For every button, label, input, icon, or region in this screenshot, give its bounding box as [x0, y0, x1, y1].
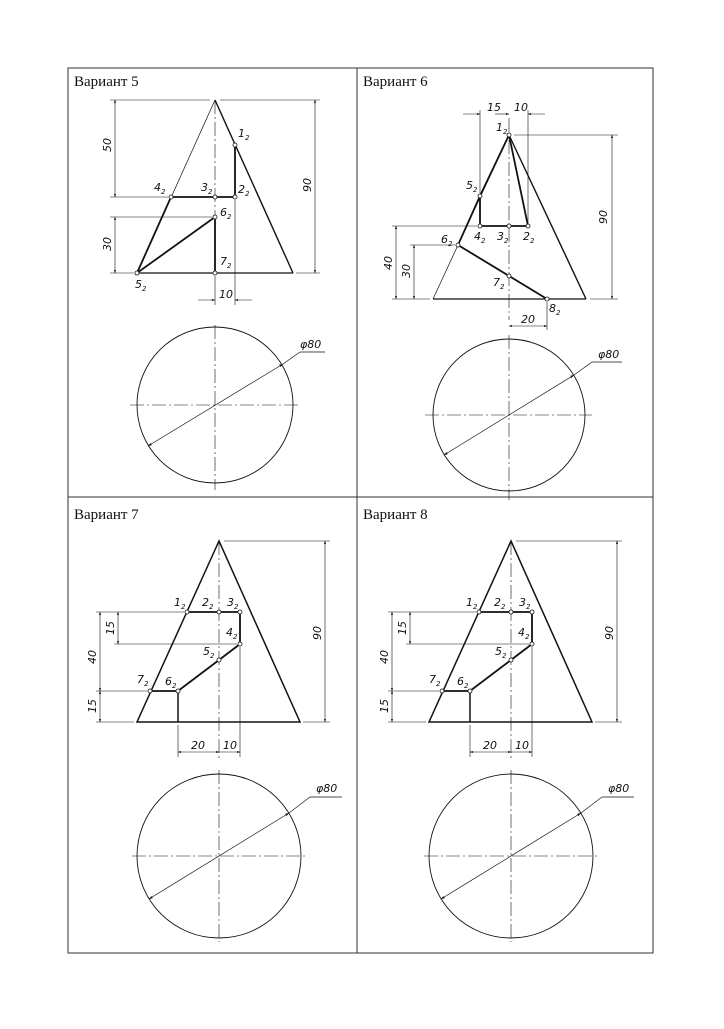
v6-dim-30: 30 [400, 264, 413, 278]
v8-dim-40: 40 [378, 650, 391, 664]
v8-dim-15-bottom: 15 [378, 699, 391, 713]
v8-label-3: $3_2$ [519, 596, 531, 611]
v7-label-7: $7_2$ [137, 673, 149, 688]
v8-dim-10: 10 [515, 739, 529, 752]
v8-plan [424, 770, 634, 942]
v8-label-4: $4_2$ [518, 626, 530, 641]
v8-dimensions [388, 541, 622, 757]
v7-label-5: $5_2$ [203, 645, 215, 660]
v5-label-4: $4_2$ [154, 181, 166, 196]
v7-diameter: φ80 [316, 782, 338, 795]
variant-5 [74, 74, 325, 490]
variant-5-title: Вариант 5 [74, 74, 139, 90]
v7-dim-15-bottom: 15 [86, 699, 99, 713]
v7-label-2: $2_2$ [202, 596, 214, 611]
v6-label-4: $4_2$ [474, 230, 486, 245]
v7-label-1: $1_2$ [174, 596, 186, 611]
v7-label-4: $4_2$ [226, 626, 238, 641]
variant-7-title: Вариант 7 [74, 507, 139, 523]
v5-dim-50: 50 [101, 138, 114, 152]
v5-label-2: $2_2$ [238, 183, 250, 198]
v6-label-8: $8_2$ [549, 302, 561, 317]
v6-label-2: $2_2$ [523, 230, 535, 245]
frame-border [68, 68, 653, 953]
variant-6-title: Вариант 6 [363, 74, 428, 90]
sheet-frame [68, 68, 653, 953]
v5-plan [130, 325, 325, 490]
variant-6 [363, 74, 622, 500]
v8-label-5: $5_2$ [495, 645, 507, 660]
v7-plan [132, 770, 342, 942]
v8-label-2: $2_2$ [494, 596, 506, 611]
v6-dim-10: 10 [514, 101, 528, 114]
v7-dim-15-top: 15 [104, 621, 117, 635]
v5-dim-90: 90 [301, 178, 314, 192]
v8-label-7: $7_2$ [429, 673, 441, 688]
v6-label-5: $5_2$ [466, 179, 478, 194]
v8-label-1: $1_2$ [466, 596, 478, 611]
v5-label-3: $3_2$ [201, 181, 213, 196]
v5-point-labels [135, 127, 250, 293]
v6-dim-90: 90 [597, 210, 610, 224]
v7-cone [137, 541, 300, 760]
v8-points [440, 610, 534, 693]
v7-label-6: $6_2$ [165, 675, 177, 690]
v8-dim-15-top: 15 [396, 621, 409, 635]
v5-label-6: $6_2$ [220, 206, 232, 221]
v6-dim-40: 40 [382, 256, 395, 270]
v8-label-6: $6_2$ [457, 675, 469, 690]
v8-dim-90: 90 [603, 626, 616, 640]
v5-dim-10: 10 [219, 288, 233, 301]
v6-label-6: $6_2$ [441, 233, 453, 248]
v8-dim-20: 20 [483, 739, 497, 752]
variant-7 [74, 507, 342, 942]
v6-dim-15: 15 [487, 101, 501, 114]
v7-dimensions [96, 541, 330, 757]
v5-dim-30: 30 [101, 237, 114, 251]
v5-diameter: φ80 [300, 338, 322, 351]
v5-label-1: $1_2$ [238, 127, 250, 142]
v5-label-7: $7_2$ [220, 255, 232, 270]
v7-dim-10: 10 [223, 739, 237, 752]
v5-label-5: $5_2$ [135, 278, 147, 293]
v7-points [148, 610, 242, 693]
v6-plan [425, 335, 622, 500]
v6-diameter: φ80 [598, 348, 620, 361]
v6-cone [433, 118, 586, 320]
variant-8-title: Вариант 8 [363, 507, 428, 523]
v8-diameter: φ80 [608, 782, 630, 795]
v6-dim-20: 20 [521, 313, 535, 326]
v6-label-3: $3_2$ [497, 230, 509, 245]
variant-8 [363, 507, 634, 942]
v7-dim-20: 20 [191, 739, 205, 752]
v7-dim-40: 40 [86, 650, 99, 664]
v8-cone [429, 541, 592, 760]
v6-label-1: $1_2$ [496, 121, 508, 136]
v6-label-7: $7_2$ [493, 276, 505, 291]
v7-dim-90: 90 [311, 626, 324, 640]
v7-label-3: $3_2$ [227, 596, 239, 611]
